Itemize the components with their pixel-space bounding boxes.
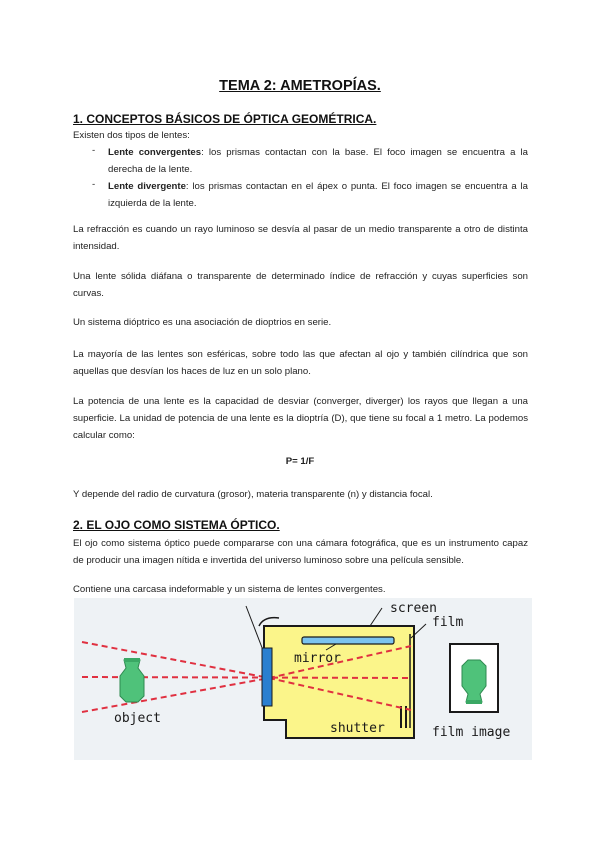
lens [262, 648, 272, 706]
bullet-text: : los prismas contactan en el ápex o punta. El foco imagen se encuentra a la izquierda de la lente. [108, 181, 528, 209]
bullet-dash: - [92, 179, 96, 190]
section-1-heading: 1. CONCEPTOS BÁSICOS DE ÓPTICA GEOMÉTRICA. [73, 112, 377, 126]
paragraph-contains: Contiene una carcasa indeformable y un sistema de lentes convergentes. [73, 584, 386, 595]
label-shutter: shutter [330, 721, 385, 736]
paragraph-depends: Y depende del radio de curvatura (grosor), materia transparente (n) y distancia focal. [73, 489, 433, 500]
label-mirror: mirror [294, 651, 341, 666]
bullet-item-convergent [108, 144, 528, 178]
formula: P= 1/F [285, 456, 315, 467]
mirror [302, 637, 394, 644]
camera-diagram [74, 598, 532, 760]
bullet-term: Lente convergentes [108, 147, 202, 158]
paragraph-eye-camera: El ojo como sistema óptico puede compararse con una cámara fotográfica, que es un instrumento capaz de producir una imagen nítida e invertida del universo luminoso sobre una película sensible. [73, 538, 528, 566]
bullet-text: : los prismas contactan con la base. El foco imagen se encuentra a la derecha de la lente. [108, 147, 529, 175]
paragraph-lens: Una lente sólida diáfana o transparente de determinado índice de refracción y cuyas superficies son curvas. [73, 271, 528, 299]
label-film: film [432, 615, 464, 630]
section-2-heading: 2. EL OJO COMO SISTEMA ÓPTICO. [73, 518, 280, 532]
paragraph-spherical: La mayoría de las lentes son esféricas, sobre todo las que afectan al ojo y también cilíndrica que son aquellas que desvían los haces de luz en un solo plano. [73, 349, 528, 377]
label-film-image: film image [432, 725, 511, 740]
bullet-dash: - [92, 145, 96, 156]
label-screen: screen [390, 601, 437, 616]
paragraph-power: La potencia de una lente es la capacidad de desviar (converger, diverger) los rayos que llegan a una superficie. La unidad de potencia de una lente es la dioptría (D), que tiene su focal a 1 metro. La podemos calcular como: [73, 396, 528, 441]
paragraph-dioptric-system: Un sistema dióptrico es una asociación de dioptrios en serie. [73, 317, 332, 328]
bullet-item-divergent [108, 178, 528, 212]
paragraph-refraction: La refracción es cuando un rayo luminoso se desvía al pasar de un medio transparente a otro de distinta intensidad. [73, 224, 528, 252]
bullet-term: Lente divergente [108, 181, 186, 192]
intro-text: Existen dos tipos de lentes: [73, 130, 190, 141]
label-object: object [114, 711, 161, 726]
page-title: TEMA 2: AMETROPÍAS. [219, 78, 381, 94]
